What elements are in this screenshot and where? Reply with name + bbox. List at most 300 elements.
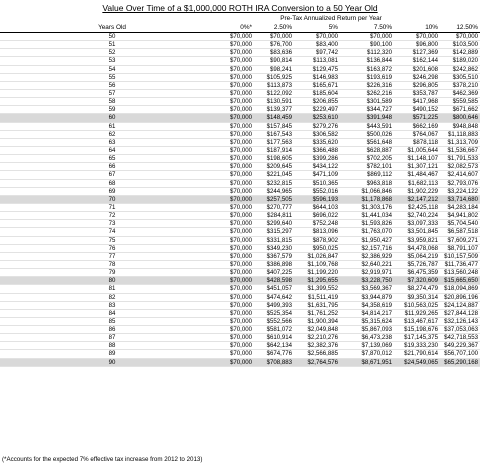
value-7-5pct-cell: $2,919,971 xyxy=(361,269,392,277)
table-row xyxy=(0,49,480,57)
value-7-5pct-cell: $963,818 xyxy=(366,179,392,187)
value-0pct-cell: $70,000 xyxy=(229,236,252,244)
value-10pct-cell: $9,350,314 xyxy=(407,293,438,301)
value-5pct-cell: $596,193 xyxy=(312,195,338,203)
value-12-5pct-cell: $49,229,367 xyxy=(444,342,478,350)
value-7-5pct-cell: $6,473,238 xyxy=(361,334,392,342)
table-row xyxy=(0,245,480,253)
value-7-5pct-cell: $3,569,367 xyxy=(361,285,392,293)
value-2-5pct-cell: $148,459 xyxy=(266,114,292,122)
table-row xyxy=(0,359,480,367)
value-0pct-cell: $70,000 xyxy=(229,33,252,40)
age-cell: 58 xyxy=(108,98,116,106)
value-12-5pct-cell: $8,791,107 xyxy=(447,244,478,252)
value-0pct-cell: $70,000 xyxy=(229,358,252,366)
value-10pct-cell: $4,478,068 xyxy=(407,244,438,252)
value-10pct-cell: $2,740,224 xyxy=(407,212,438,220)
value-12-5pct-cell: $559,585 xyxy=(452,98,478,106)
age-cell: 78 xyxy=(108,260,116,268)
table-row xyxy=(0,310,480,318)
value-5pct-cell: $399,286 xyxy=(312,155,338,163)
value-12-5pct-cell: $2,414,607 xyxy=(447,171,478,179)
table-row xyxy=(0,139,480,147)
value-5pct-cell: $813,096 xyxy=(312,228,338,236)
value-2-5pct-cell: $244,965 xyxy=(266,187,292,195)
value-7-5pct-cell: $301,589 xyxy=(366,98,392,106)
age-cell: 75 xyxy=(108,236,116,244)
column-header-5pct: 5% xyxy=(328,24,338,31)
value-5pct-cell: $434,122 xyxy=(312,163,338,171)
value-0pct-cell: $70,000 xyxy=(229,81,252,89)
value-2-5pct-cell: $98,241 xyxy=(269,65,292,73)
value-2-5pct-cell: $257,505 xyxy=(266,195,292,203)
value-12-5pct-cell: $10,157,509 xyxy=(444,252,478,260)
age-cell: 70 xyxy=(108,195,116,203)
age-cell: 62 xyxy=(108,130,116,138)
column-header-2-5pct: 2.50% xyxy=(273,24,292,31)
value-0pct-cell: $70,000 xyxy=(229,203,252,211)
age-cell: 81 xyxy=(108,285,116,293)
table-row xyxy=(0,98,480,106)
table-row xyxy=(0,155,480,163)
table-row xyxy=(0,334,480,342)
value-10pct-cell: $21,790,614 xyxy=(404,350,438,358)
value-2-5pct-cell: $367,579 xyxy=(266,252,292,260)
table-row xyxy=(0,74,480,82)
value-7-5pct-cell: $226,316 xyxy=(366,81,392,89)
value-0pct-cell: $70,000 xyxy=(229,252,252,260)
value-2-5pct-cell: $105,925 xyxy=(266,73,292,81)
value-10pct-cell: $70,000 xyxy=(415,33,438,40)
age-cell: 53 xyxy=(108,57,116,65)
table-row xyxy=(0,33,480,41)
value-12-5pct-cell: $948,848 xyxy=(452,122,478,130)
age-cell: 67 xyxy=(108,171,116,179)
value-7-5pct-cell: $1,763,070 xyxy=(361,228,392,236)
value-10pct-cell: $10,563,025 xyxy=(404,301,438,309)
value-12-5pct-cell: $32,126,143 xyxy=(444,317,478,325)
value-0pct-cell: $70,000 xyxy=(229,106,252,114)
value-5pct-cell: $1,109,768 xyxy=(307,260,338,268)
value-2-5pct-cell: $708,883 xyxy=(266,358,292,366)
value-5pct-cell: $1,900,394 xyxy=(307,317,338,325)
value-0pct-cell: $70,000 xyxy=(229,49,252,57)
value-7-5pct-cell: $628,887 xyxy=(366,146,392,154)
value-12-5pct-cell: $800,646 xyxy=(452,114,478,122)
value-5pct-cell: $335,620 xyxy=(312,138,338,146)
value-10pct-cell: $201,608 xyxy=(412,65,438,73)
value-10pct-cell: $6,475,359 xyxy=(407,269,438,277)
value-10pct-cell: $353,787 xyxy=(412,89,438,97)
value-7-5pct-cell: $391,948 xyxy=(366,114,392,122)
value-7-5pct-cell: $702,205 xyxy=(366,155,392,163)
value-0pct-cell: $70,000 xyxy=(229,163,252,171)
age-cell: 51 xyxy=(108,41,116,49)
table-row xyxy=(0,318,480,326)
table-row xyxy=(0,228,480,236)
value-7-5pct-cell: $5,867,093 xyxy=(361,326,392,334)
value-5pct-cell: $129,475 xyxy=(312,65,338,73)
value-12-5pct-cell: $1,313,709 xyxy=(447,138,478,146)
age-cell: 90 xyxy=(108,358,116,366)
column-header-0pct: 0%* xyxy=(240,24,252,31)
value-0pct-cell: $70,000 xyxy=(229,41,252,49)
value-12-5pct-cell: $27,844,128 xyxy=(444,309,478,317)
value-10pct-cell: $13,467,617 xyxy=(404,317,438,325)
table-row xyxy=(0,302,480,310)
value-2-5pct-cell: $113,873 xyxy=(267,81,292,89)
value-10pct-cell: $764,067 xyxy=(412,130,438,138)
column-header-age: Years Old xyxy=(98,24,126,31)
value-5pct-cell: $696,022 xyxy=(312,212,338,220)
value-7-5pct-cell: $2,157,716 xyxy=(361,244,392,252)
value-7-5pct-cell: $869,112 xyxy=(367,171,392,179)
table-row xyxy=(0,106,480,114)
value-2-5pct-cell: $177,563 xyxy=(266,138,292,146)
value-5pct-cell: $644,103 xyxy=(312,203,338,211)
age-cell: 66 xyxy=(108,163,116,171)
value-0pct-cell: $70,000 xyxy=(229,269,252,277)
value-12-5pct-cell: $378,210 xyxy=(452,81,478,89)
value-12-5pct-cell: $20,896,196 xyxy=(444,293,478,301)
age-cell: 65 xyxy=(108,155,116,163)
value-10pct-cell: $2,425,118 xyxy=(407,203,438,211)
column-header-12-5pct: 12.50% xyxy=(456,24,478,31)
value-7-5pct-cell: $7,139,069 xyxy=(361,342,392,350)
value-0pct-cell: $70,000 xyxy=(229,326,252,334)
column-header-7-5pct: 7.50% xyxy=(373,24,392,31)
age-cell: 69 xyxy=(108,187,116,195)
value-7-5pct-cell: $1,950,427 xyxy=(361,236,392,244)
value-7-5pct-cell: $193,619 xyxy=(366,73,392,81)
value-5pct-cell: $752,248 xyxy=(312,220,338,228)
table-row xyxy=(0,188,480,196)
value-12-5pct-cell: $4,941,802 xyxy=(447,212,478,220)
value-12-5pct-cell: $6,587,518 xyxy=(447,228,478,236)
value-0pct-cell: $70,000 xyxy=(229,293,252,301)
value-0pct-cell: $70,000 xyxy=(229,187,252,195)
table-row xyxy=(0,261,480,269)
value-5pct-cell: $113,081 xyxy=(313,57,338,65)
value-10pct-cell: $15,198,676 xyxy=(404,326,438,334)
value-0pct-cell: $70,000 xyxy=(229,98,252,106)
value-10pct-cell: $417,968 xyxy=(412,98,438,106)
value-12-5pct-cell: $1,791,533 xyxy=(447,155,478,163)
value-0pct-cell: $70,000 xyxy=(229,65,252,73)
value-7-5pct-cell: $70,000 xyxy=(369,33,392,40)
table-row xyxy=(0,269,480,277)
value-12-5pct-cell: $7,609,271 xyxy=(447,236,478,244)
value-5pct-cell: $1,511,419 xyxy=(307,293,338,301)
value-10pct-cell: $3,959,821 xyxy=(407,236,438,244)
age-cell: 54 xyxy=(108,65,116,73)
age-cell: 80 xyxy=(108,277,116,285)
value-12-5pct-cell: $2,082,573 xyxy=(447,163,478,171)
value-10pct-cell: $246,298 xyxy=(412,73,438,81)
table-row xyxy=(0,57,480,65)
table-row xyxy=(0,196,480,204)
value-7-5pct-cell: $1,303,176 xyxy=(361,203,392,211)
value-2-5pct-cell: $270,777 xyxy=(266,203,292,211)
value-0pct-cell: $70,000 xyxy=(229,73,252,81)
age-cell: 89 xyxy=(108,350,116,358)
value-2-5pct-cell: $232,815 xyxy=(266,179,292,187)
value-12-5pct-cell: $103,500 xyxy=(452,41,478,49)
age-cell: 50 xyxy=(108,33,116,40)
table-row xyxy=(0,285,480,293)
value-12-5pct-cell: $242,862 xyxy=(452,65,478,73)
value-5pct-cell: $83,400 xyxy=(315,41,338,49)
value-12-5pct-cell: $56,707,100 xyxy=(444,350,478,358)
value-2-5pct-cell: $187,914 xyxy=(266,146,292,154)
footnote: (*Accounts for the expected 7% effective tax increase from 2012 to 2013) xyxy=(2,456,203,463)
value-0pct-cell: $70,000 xyxy=(229,244,252,252)
value-7-5pct-cell: $4,358,619 xyxy=(361,301,392,309)
value-5pct-cell: $366,488 xyxy=(312,146,338,154)
value-7-5pct-cell: $344,727 xyxy=(366,106,392,114)
table-row xyxy=(0,326,480,334)
value-5pct-cell: $2,210,276 xyxy=(307,334,338,342)
table-row xyxy=(0,90,480,98)
value-7-5pct-cell: $4,814,217 xyxy=(361,309,392,317)
return-rate-subheader: Pre-Tax Annualized Return per Year xyxy=(280,15,382,22)
column-header-10pct: 10% xyxy=(425,24,438,31)
value-2-5pct-cell: $674,776 xyxy=(266,350,292,358)
value-5pct-cell: $2,566,885 xyxy=(307,350,338,358)
value-2-5pct-cell: $70,000 xyxy=(269,33,292,40)
value-10pct-cell: $490,152 xyxy=(412,106,438,114)
value-5pct-cell: $1,631,795 xyxy=(307,301,338,309)
value-2-5pct-cell: $83,636 xyxy=(269,49,292,57)
table-row xyxy=(0,82,480,90)
value-10pct-cell: $1,307,121 xyxy=(407,163,438,171)
value-0pct-cell: $70,000 xyxy=(229,89,252,97)
value-7-5pct-cell: $561,648 xyxy=(366,138,392,146)
age-cell: 72 xyxy=(108,212,116,220)
value-5pct-cell: $552,016 xyxy=(312,187,338,195)
age-cell: 74 xyxy=(108,228,116,236)
age-cell: 52 xyxy=(108,49,116,57)
value-7-5pct-cell: $3,228,750 xyxy=(361,277,392,285)
value-5pct-cell: $146,983 xyxy=(312,73,338,81)
value-12-5pct-cell: $2,793,076 xyxy=(447,179,478,187)
value-0pct-cell: $70,000 xyxy=(229,130,252,138)
value-7-5pct-cell: $2,640,221 xyxy=(361,260,392,268)
value-2-5pct-cell: $284,811 xyxy=(267,212,292,220)
value-2-5pct-cell: $331,815 xyxy=(266,236,292,244)
value-12-5pct-cell: $142,889 xyxy=(452,49,478,57)
age-cell: 82 xyxy=(108,293,116,301)
value-5pct-cell: $70,000 xyxy=(315,33,338,40)
age-cell: 61 xyxy=(108,122,116,130)
value-10pct-cell: $296,805 xyxy=(412,81,438,89)
value-0pct-cell: $70,000 xyxy=(229,309,252,317)
age-cell: 63 xyxy=(108,138,116,146)
age-cell: 59 xyxy=(108,106,116,114)
value-7-5pct-cell: $443,591 xyxy=(366,122,392,130)
value-7-5pct-cell: $2,386,929 xyxy=(361,252,392,260)
value-5pct-cell: $2,049,848 xyxy=(307,326,338,334)
value-10pct-cell: $3,097,333 xyxy=(407,220,438,228)
table-row xyxy=(0,212,480,220)
value-0pct-cell: $70,000 xyxy=(229,195,252,203)
value-12-5pct-cell: $3,714,680 xyxy=(447,195,478,203)
value-12-5pct-cell: $671,662 xyxy=(452,106,478,114)
value-10pct-cell: $1,005,644 xyxy=(407,146,438,154)
value-0pct-cell: $70,000 xyxy=(229,57,252,65)
value-12-5pct-cell: $305,510 xyxy=(452,73,478,81)
value-12-5pct-cell: $462,369 xyxy=(452,89,478,97)
value-7-5pct-cell: $3,944,879 xyxy=(361,293,392,301)
value-10pct-cell: $8,274,479 xyxy=(407,285,438,293)
value-12-5pct-cell: $4,283,184 xyxy=(447,203,478,211)
value-0pct-cell: $70,000 xyxy=(229,114,252,122)
value-5pct-cell: $1,026,847 xyxy=(307,252,338,260)
value-5pct-cell: $306,582 xyxy=(312,130,338,138)
table-row xyxy=(0,171,480,179)
table-row xyxy=(0,237,480,245)
value-0pct-cell: $70,000 xyxy=(229,179,252,187)
value-7-5pct-cell: $1,178,868 xyxy=(361,195,392,203)
value-2-5pct-cell: $581,072 xyxy=(266,326,292,334)
value-5pct-cell: $185,604 xyxy=(312,89,338,97)
table-row xyxy=(0,123,480,131)
value-2-5pct-cell: $76,700 xyxy=(269,41,292,49)
value-0pct-cell: $70,000 xyxy=(229,301,252,309)
value-0pct-cell: $70,000 xyxy=(229,212,252,220)
value-0pct-cell: $70,000 xyxy=(229,220,252,228)
age-cell: 55 xyxy=(108,73,116,81)
value-5pct-cell: $2,382,376 xyxy=(307,342,338,350)
table-row xyxy=(0,131,480,139)
value-2-5pct-cell: $198,605 xyxy=(266,155,292,163)
value-12-5pct-cell: $1,536,667 xyxy=(447,146,478,154)
table-row xyxy=(0,163,480,171)
age-cell: 88 xyxy=(108,342,116,350)
value-10pct-cell: $96,800 xyxy=(415,41,438,49)
value-2-5pct-cell: $499,393 xyxy=(266,301,292,309)
value-7-5pct-cell: $163,872 xyxy=(366,65,392,73)
value-10pct-cell: $7,320,609 xyxy=(407,277,438,285)
value-5pct-cell: $2,764,576 xyxy=(307,358,338,366)
value-7-5pct-cell: $136,844 xyxy=(366,57,392,65)
value-10pct-cell: $1,148,107 xyxy=(407,155,438,163)
value-5pct-cell: $1,199,220 xyxy=(307,269,338,277)
value-7-5pct-cell: $8,671,951 xyxy=(361,358,392,366)
value-5pct-cell: $206,855 xyxy=(312,98,338,106)
value-5pct-cell: $229,497 xyxy=(312,106,338,114)
value-5pct-cell: $1,295,655 xyxy=(307,277,338,285)
value-0pct-cell: $70,000 xyxy=(229,334,252,342)
table-row xyxy=(0,147,480,155)
value-2-5pct-cell: $386,898 xyxy=(266,260,292,268)
table-row xyxy=(0,294,480,302)
value-5pct-cell: $950,025 xyxy=(312,244,338,252)
value-0pct-cell: $70,000 xyxy=(229,317,252,325)
value-2-5pct-cell: $139,377 xyxy=(266,106,292,114)
value-2-5pct-cell: $474,642 xyxy=(266,293,292,301)
value-7-5pct-cell: $500,026 xyxy=(366,130,392,138)
table-row xyxy=(0,220,480,228)
value-0pct-cell: $70,000 xyxy=(229,350,252,358)
value-2-5pct-cell: $315,297 xyxy=(266,228,292,236)
value-7-5pct-cell: $262,216 xyxy=(366,89,392,97)
value-7-5pct-cell: $7,870,012 xyxy=(361,350,392,358)
value-10pct-cell: $11,929,265 xyxy=(404,309,438,317)
age-cell: 85 xyxy=(108,317,116,325)
value-10pct-cell: $1,902,229 xyxy=(407,187,438,195)
value-2-5pct-cell: $122,092 xyxy=(266,89,292,97)
value-0pct-cell: $70,000 xyxy=(229,228,252,236)
value-2-5pct-cell: $209,645 xyxy=(266,163,292,171)
value-12-5pct-cell: $13,560,248 xyxy=(444,269,478,277)
table-row xyxy=(0,277,480,285)
table-row xyxy=(0,204,480,212)
value-0pct-cell: $70,000 xyxy=(229,260,252,268)
value-5pct-cell: $878,902 xyxy=(312,236,338,244)
age-cell: 68 xyxy=(108,179,116,187)
value-2-5pct-cell: $130,591 xyxy=(266,98,292,106)
value-2-5pct-cell: $349,230 xyxy=(266,244,292,252)
age-cell: 57 xyxy=(108,89,116,97)
value-5pct-cell: $165,671 xyxy=(312,81,338,89)
value-10pct-cell: $162,144 xyxy=(412,57,438,65)
value-2-5pct-cell: $90,814 xyxy=(269,57,292,65)
value-5pct-cell: $510,365 xyxy=(312,179,338,187)
value-table xyxy=(0,33,480,367)
table-row xyxy=(0,342,480,350)
value-2-5pct-cell: $451,057 xyxy=(266,285,292,293)
value-0pct-cell: $70,000 xyxy=(229,342,252,350)
table-title: Value Over Time of a $1,000,000 ROTH IRA Conversion to a 50 Year Old xyxy=(102,3,378,13)
value-2-5pct-cell: $525,354 xyxy=(266,309,292,317)
value-5pct-cell: $253,610 xyxy=(312,114,338,122)
value-5pct-cell: $471,109 xyxy=(312,171,338,179)
value-10pct-cell: $878,118 xyxy=(413,138,438,146)
value-2-5pct-cell: $221,045 xyxy=(266,171,292,179)
value-2-5pct-cell: $428,598 xyxy=(266,277,292,285)
table-row xyxy=(0,180,480,188)
age-cell: 73 xyxy=(108,220,116,228)
table-row xyxy=(0,66,480,74)
age-cell: 86 xyxy=(108,326,116,334)
value-10pct-cell: $662,169 xyxy=(412,122,438,130)
value-10pct-cell: $127,369 xyxy=(412,49,438,57)
value-7-5pct-cell: $5,315,624 xyxy=(361,317,392,325)
value-12-5pct-cell: $18,094,869 xyxy=(444,285,478,293)
value-5pct-cell: $279,276 xyxy=(312,122,338,130)
value-2-5pct-cell: $299,640 xyxy=(266,220,292,228)
value-10pct-cell: $1,484,467 xyxy=(407,171,438,179)
age-cell: 76 xyxy=(108,244,116,252)
value-7-5pct-cell: $90,100 xyxy=(369,41,392,49)
age-cell: 83 xyxy=(108,301,116,309)
age-cell: 84 xyxy=(108,309,116,317)
value-5pct-cell: $1,399,552 xyxy=(307,285,338,293)
table-row xyxy=(0,253,480,261)
age-cell: 77 xyxy=(108,252,116,260)
value-0pct-cell: $70,000 xyxy=(229,277,252,285)
value-0pct-cell: $70,000 xyxy=(229,122,252,130)
value-0pct-cell: $70,000 xyxy=(229,138,252,146)
value-10pct-cell: $17,145,375 xyxy=(404,334,438,342)
value-12-5pct-cell: $37,053,063 xyxy=(444,326,478,334)
value-2-5pct-cell: $610,914 xyxy=(266,334,292,342)
value-7-5pct-cell: $1,593,826 xyxy=(361,220,392,228)
value-5pct-cell: $97,742 xyxy=(315,49,338,57)
value-2-5pct-cell: $157,845 xyxy=(266,122,292,130)
age-cell: 64 xyxy=(108,146,116,154)
